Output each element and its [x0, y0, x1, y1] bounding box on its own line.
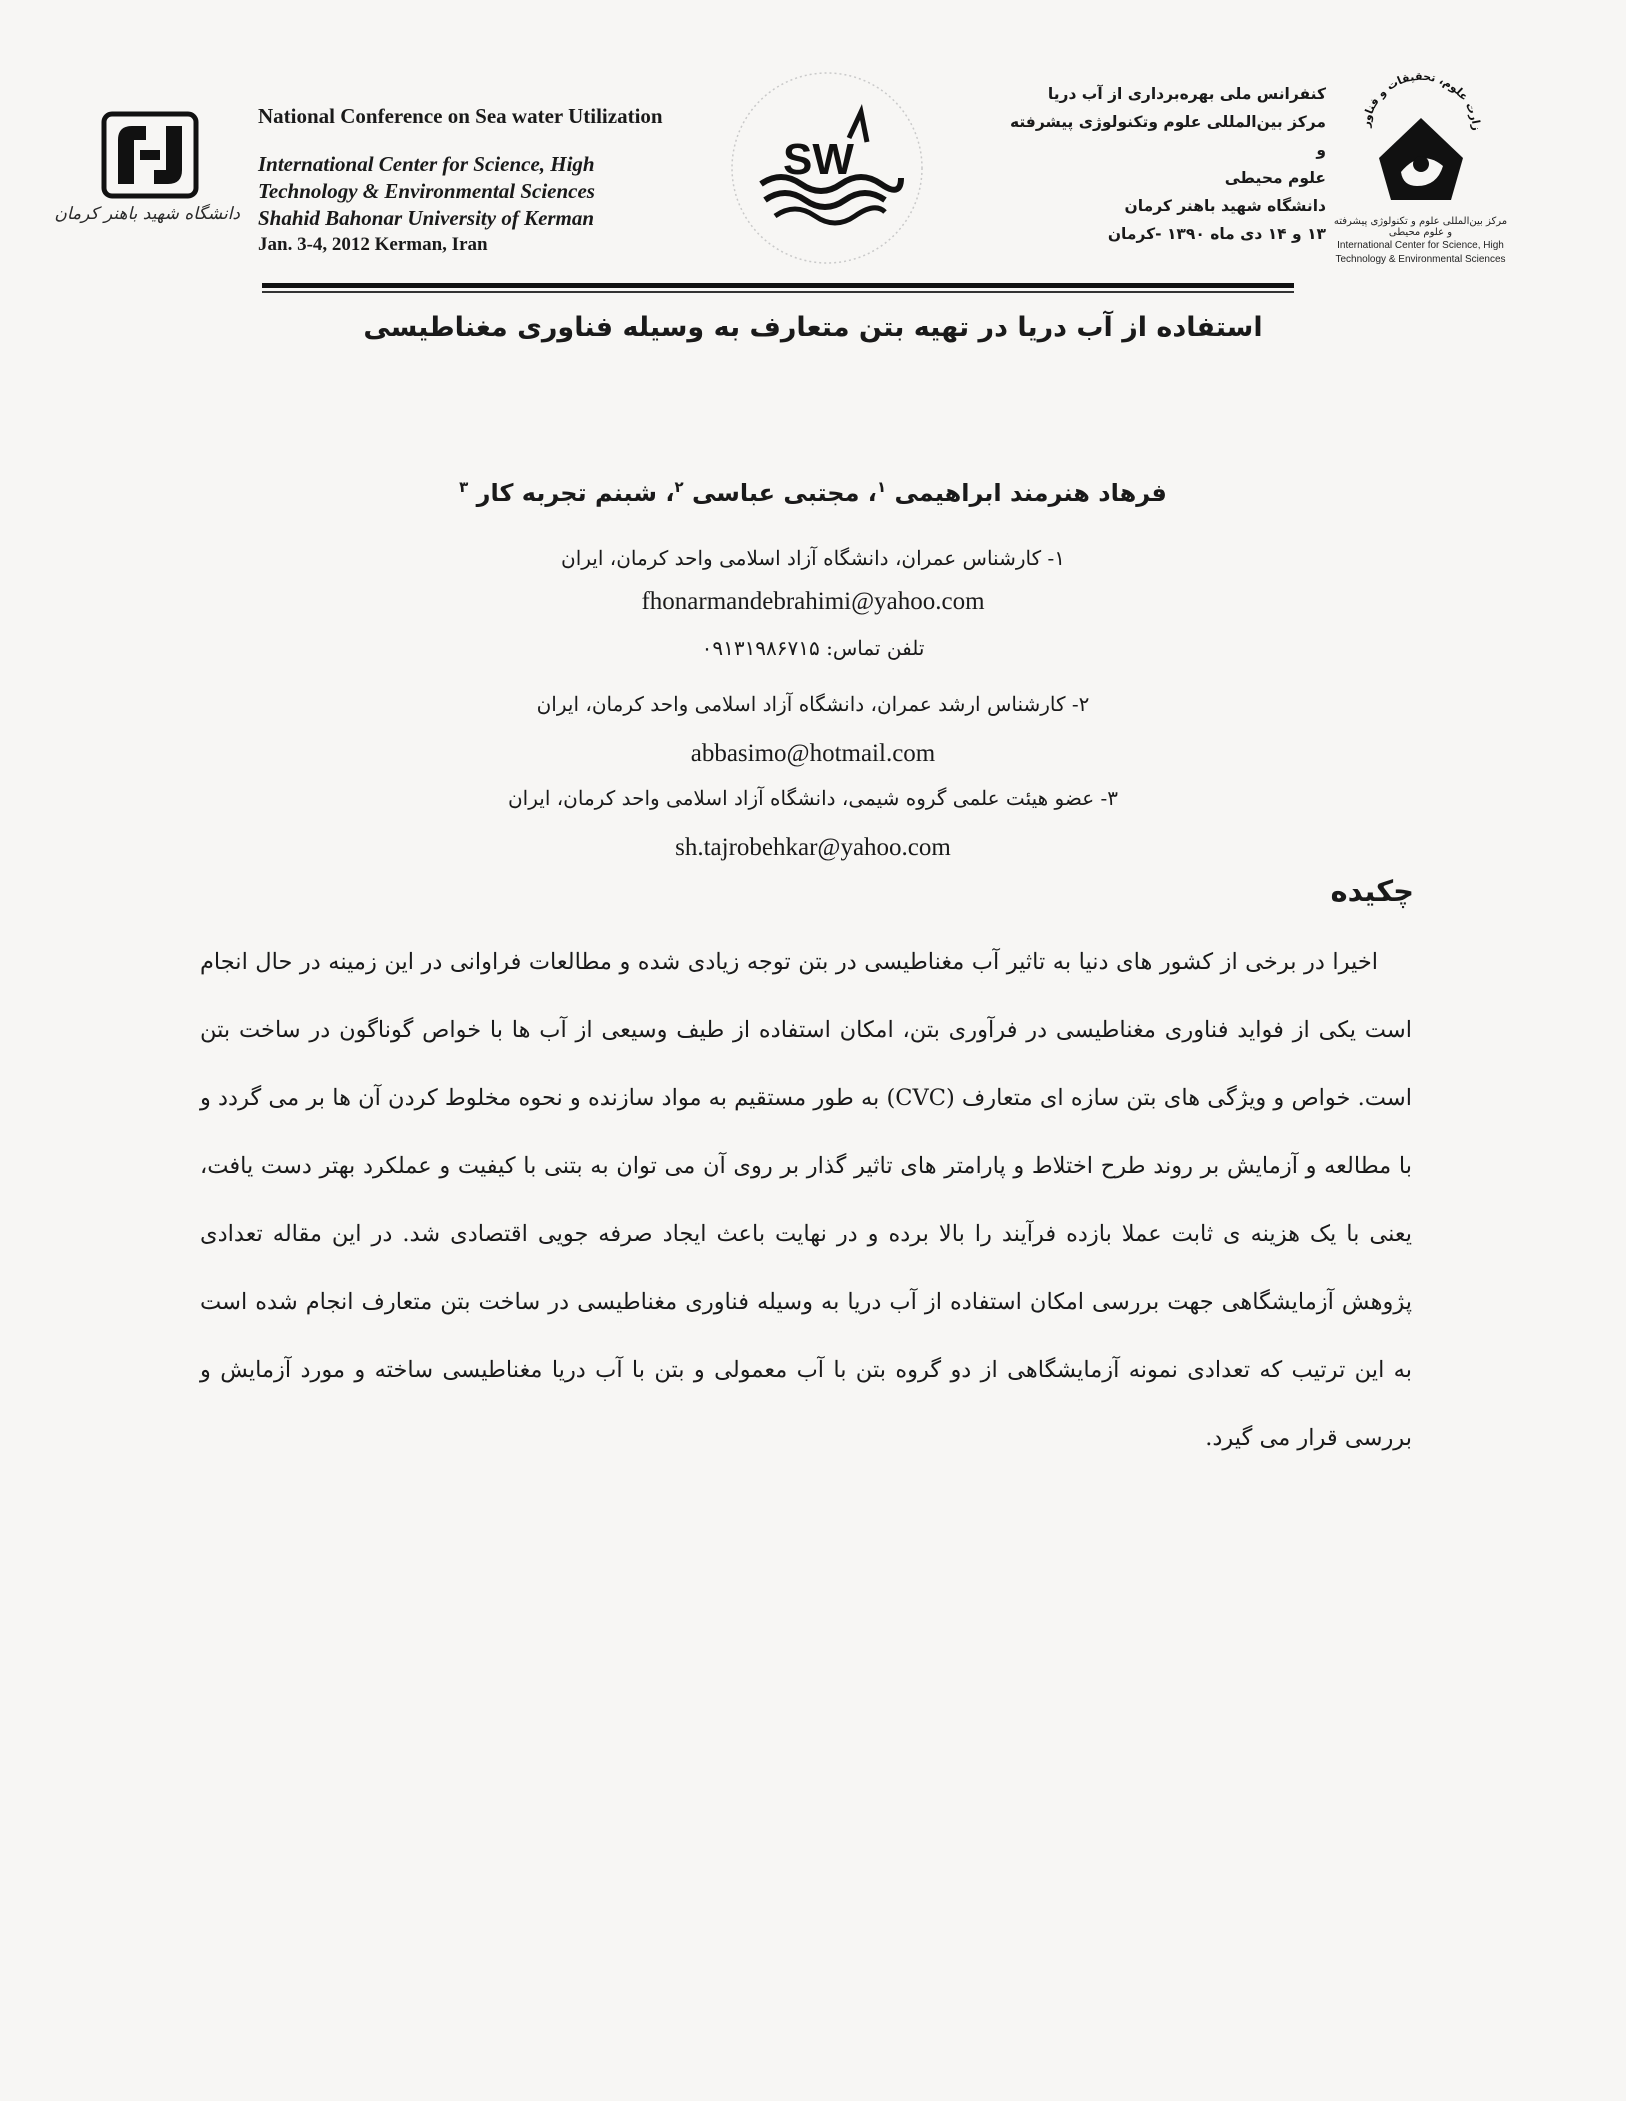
center-line-fa-2: علوم محیطی	[1224, 169, 1326, 187]
icst-emblem-icon	[1351, 62, 1491, 212]
center-caption-en-2: Technology & Environmental Sciences	[1335, 254, 1506, 265]
logo-letters: SW	[783, 135, 854, 184]
abstract-heading: چکیده	[1330, 874, 1414, 908]
email-1[interactable]: fhonarmandebrahimi@yahoo.com	[641, 588, 985, 615]
conference-title-en: National Conference on Sea water Utilization	[258, 104, 663, 128]
phone-1: تلفن تماس: ۰۹۱۳۱۹۸۶۷۱۵	[701, 636, 925, 660]
svg-text:وزارت علوم، تحقیقات و فناوری	[1351, 62, 1483, 131]
author-1: فرهاد هنرمند ابراهیمی	[894, 479, 1167, 507]
authors-line: فرهاد هنرمند ابراهیمی $^۱$، مجتبی عباسی $^۲$، شبنم تجربه کار $^۳$	[459, 478, 1167, 507]
email-2[interactable]: abbasimo@hotmail.com	[690, 740, 936, 767]
center-line-2: Technology & Environmental Sciences	[258, 179, 595, 203]
affiliation-1: ۱- کارشناس عمران، دانشگاه آزاد اسلامی واحد کرمان، ایران	[561, 546, 1065, 570]
author-3-mark: ۳	[459, 478, 469, 496]
abstract-body: اخیرا در برخی از کشور های دنیا به تاثیر آب مغناطیسی در بتن توجه زیادی شده و مطالعات فراوانی در این زمینه در حال انجام است یکی از فواید فناوری مغناطیسی در فرآوری بتن، امکان استفاده از طیف وسیعی از آب ها با خواص گوناگون در ساخت بتن است. خواص و ویژگی های بتن سازه ای متعارف (CVC) به طور مستقیم به مواد سازنده و نحوه مخلوط کردن آن ها بر می گردد و با مطالعه و آزمایش بر روند طرح اختلاط و پارامتر های تاثیر گذار بر روی آن می توان به بتنی با کیفیت و عملکرد بهتر دست یافت، یعنی با یک هزینه ی ثابت عملا بازده فرآیند را بالا برده و در نهایت باعث ایجاد صرفه جویی اقتصادی شد. در این مقاله تعدادی پژوهش آزمایشگاهی جهت بررسی امکان استفاده از آب دریا به وسیله فناوری مغناطیسی در ساخت بتن متعارف انجام شده است به این ترتیب که تعدادی نمونه آزمایشگاهی از دو گروه بتن با آب معمولی و بتن با آب دریا مغناطیسی ساخته و مورد آزمایش و بررسی قرار می گیرد.	[200, 949, 1412, 1451]
affiliation-2: ۲- کارشناس ارشد عمران، دانشگاه آزاد اسلامی واحد کرمان، ایران	[536, 692, 1090, 716]
sea-water-logo-icon	[725, 66, 930, 271]
center-line-1: International Center for Science, High	[258, 152, 595, 176]
persian-header	[996, 80, 1326, 248]
header-rule-thin	[262, 291, 1294, 293]
university-en: Shahid Bahonar University of Kerman	[258, 206, 595, 230]
center-logo	[1333, 62, 1508, 266]
author-2: مجتبی عباسی	[691, 479, 860, 507]
email-3[interactable]: sh.tajrobehkar@yahoo.com	[675, 834, 951, 861]
center-caption-en-1: International Center for Science, High	[1337, 240, 1504, 251]
university-emblem-icon	[100, 110, 200, 200]
university-signature: دانشگاه شهید باهنر کرمان	[54, 204, 240, 224]
university-logo	[54, 110, 240, 224]
center-line-fa-1: مرکز بین‌المللی علوم وتکنولوژی پیشرفته و	[1009, 113, 1326, 159]
conference-logo	[725, 66, 930, 271]
english-header	[258, 104, 728, 258]
date-place-fa: ۱۳ و ۱۴ دی ماه ۱۳۹۰ -کرمان	[1107, 225, 1326, 243]
paper-title: استفاده از آب دریا در تهیه بتن متعارف به وسیله فناوری مغناطیسی	[363, 312, 1263, 343]
center-caption-fa: مرکز بین‌المللی علوم و تکنولوژی پیشرفته و علوم محیطی	[1333, 216, 1508, 238]
author-1-mark: ۱	[876, 478, 887, 496]
date-place-en: Jan. 3-4, 2012 Kerman, Iran	[258, 234, 488, 255]
affiliation-3: ۳- عضو هیئت علمی گروه شیمی، دانشگاه آزاد اسلامی واحد کرمان، ایران	[507, 786, 1119, 810]
university-fa: دانشگاه شهید باهنر کرمان	[1124, 197, 1326, 215]
ministry-arc-text: زارت علوم، تحقیقات و فناور	[1358, 69, 1483, 132]
header-rule	[262, 283, 1294, 288]
author-3: شبنم تجربه کار	[476, 479, 657, 507]
author-2-mark: ۲	[674, 478, 684, 496]
conference-title-fa: کنفرانس ملی بهره‌برداری از آب دریا	[1047, 85, 1326, 103]
